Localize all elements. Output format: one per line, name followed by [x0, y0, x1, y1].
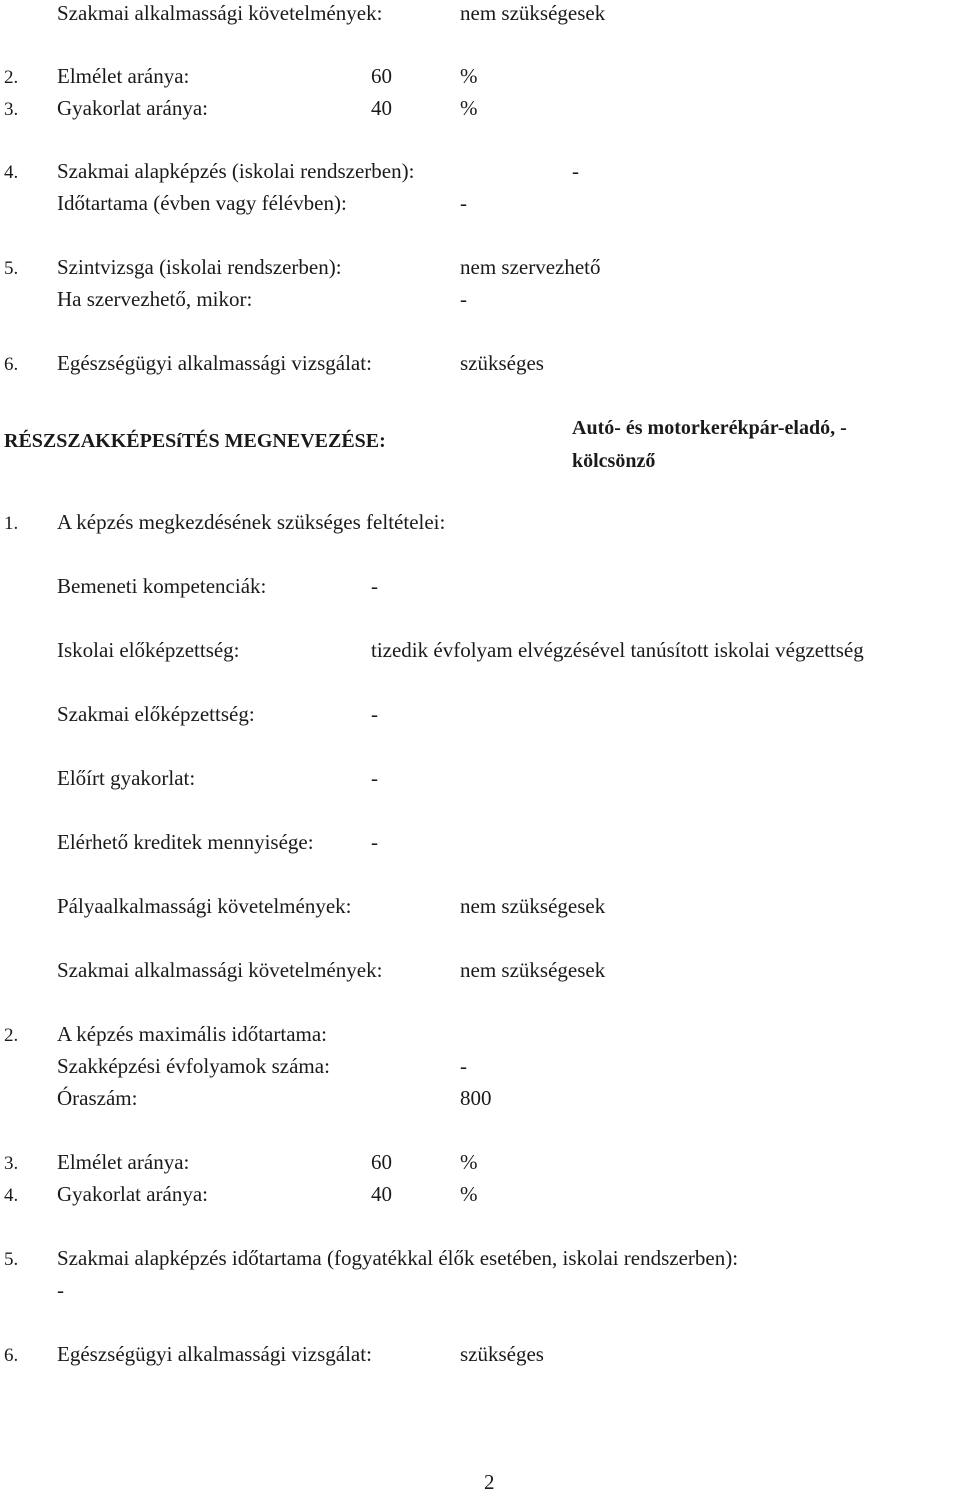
reszszak-heading: RÉSZSZAKKÉPESíTÉS MEGNEVEZÉSE: [4, 430, 386, 452]
szakmai-elo-label: Szakmai előképzettség: [57, 702, 255, 726]
item-num: 4. [4, 162, 19, 183]
egeszseg-value-2: szükséges [460, 1342, 544, 1366]
elmelet-label-1: Elmélet aránya: [57, 64, 190, 88]
gyakorlat-value-2: 40 [371, 1182, 392, 1206]
iskolai-value: tizedik évfolyam elvégzésével tanúsított iskolai végzettség [371, 638, 864, 662]
kreditek-label: Elérhető kreditek mennyisége: [57, 830, 314, 854]
item-num: 6. [4, 354, 19, 375]
alapkepzes-label-2: Szakmai alapképzés időtartama (fogyatékkal élők esetében, iskolai rendszerben): [57, 1246, 739, 1270]
gyakorlat-value-1: 40 [371, 96, 392, 120]
alapkepzes-value-2: - [57, 1278, 64, 1302]
item-num: 5. [4, 258, 19, 279]
item-num: 5. [4, 1249, 19, 1270]
kreditek-value: - [371, 830, 378, 854]
gyakorlat-unit-1: % [460, 96, 478, 120]
bemeneti-label: Bemeneti kompetenciák: [57, 574, 267, 598]
ha-szervezheto-value: - [460, 287, 467, 311]
gyakorlat-label-1: Gyakorlat aránya: [57, 96, 209, 120]
feltetelek-label: A képzés megkezdésének szükséges feltételei: [57, 510, 446, 534]
egeszseg-label-1: Egészségügyi alkalmassági vizsgálat: [57, 351, 372, 375]
oraszam-label: Óraszám: [57, 1086, 138, 1110]
item-num: 2. [4, 1025, 19, 1046]
item-num: 4. [4, 1185, 19, 1206]
gyakorlat-label-2: Gyakorlat aránya: [57, 1182, 209, 1206]
evfolyamok-label: Szakképzési évfolyamok száma: [57, 1054, 330, 1078]
alapkepzes-label-1: Szakmai alapképzés (iskolai rendszerben): [57, 159, 415, 183]
item-num: 2. [4, 67, 19, 88]
elmelet-label-2: Elmélet aránya: [57, 1150, 190, 1174]
idotartam-value-1: - [460, 191, 467, 215]
item-num: 3. [4, 99, 19, 120]
item-num: 6. [4, 1345, 19, 1366]
egeszseg-label-2: Egészségügyi alkalmassági vizsgálat: [57, 1342, 372, 1366]
palya-label: Pályaalkalmassági követelmények: [57, 894, 352, 918]
oraszam-value: 800 [460, 1086, 492, 1110]
evfolyamok-value: - [460, 1054, 467, 1078]
elmelet-value-2: 60 [371, 1150, 392, 1174]
reszszak-name-line2: kölcsönző [572, 450, 656, 472]
max-ido-label: A képzés maximális időtartama: [57, 1022, 328, 1046]
egeszseg-value-1: szükséges [460, 351, 544, 375]
alapkepzes-value-1: - [572, 159, 579, 183]
szakmai-elo-value: - [371, 702, 378, 726]
reszszak-name-line1: Autó- és motorkerékpár-eladó, - [572, 417, 847, 439]
idotartam-label-1: Időtartama (évben vagy félévben): [57, 191, 347, 215]
item-num: 1. [4, 513, 19, 534]
iskolai-label: Iskolai előképzettség: [57, 638, 240, 662]
eloirt-label: Előírt gyakorlat: [57, 766, 196, 790]
gyakorlat-unit-2: % [460, 1182, 478, 1206]
szintvizsga-value: nem szervezhető [460, 255, 601, 279]
elmelet-unit-1: % [460, 64, 478, 88]
palya-value: nem szükségesek [460, 894, 606, 918]
page-number: 2 [484, 1470, 495, 1494]
szakmai-alk-label-2: Szakmai alkalmassági követelmények: [57, 958, 383, 982]
item-num: 3. [4, 1153, 19, 1174]
szakmai-alk-value-2: nem szükségesek [460, 958, 606, 982]
szakmai-alk-value-1: nem szükségesek [460, 1, 606, 25]
szintvizsga-label: Szintvizsga (iskolai rendszerben): [57, 255, 342, 279]
bemeneti-value: - [371, 574, 378, 598]
eloirt-value: - [371, 766, 378, 790]
szakmai-alk-label-1: Szakmai alkalmassági követelmények: [57, 1, 383, 25]
ha-szervezheto-label: Ha szervezhető, mikor: [57, 287, 253, 311]
elmelet-unit-2: % [460, 1150, 478, 1174]
elmelet-value-1: 60 [371, 64, 392, 88]
